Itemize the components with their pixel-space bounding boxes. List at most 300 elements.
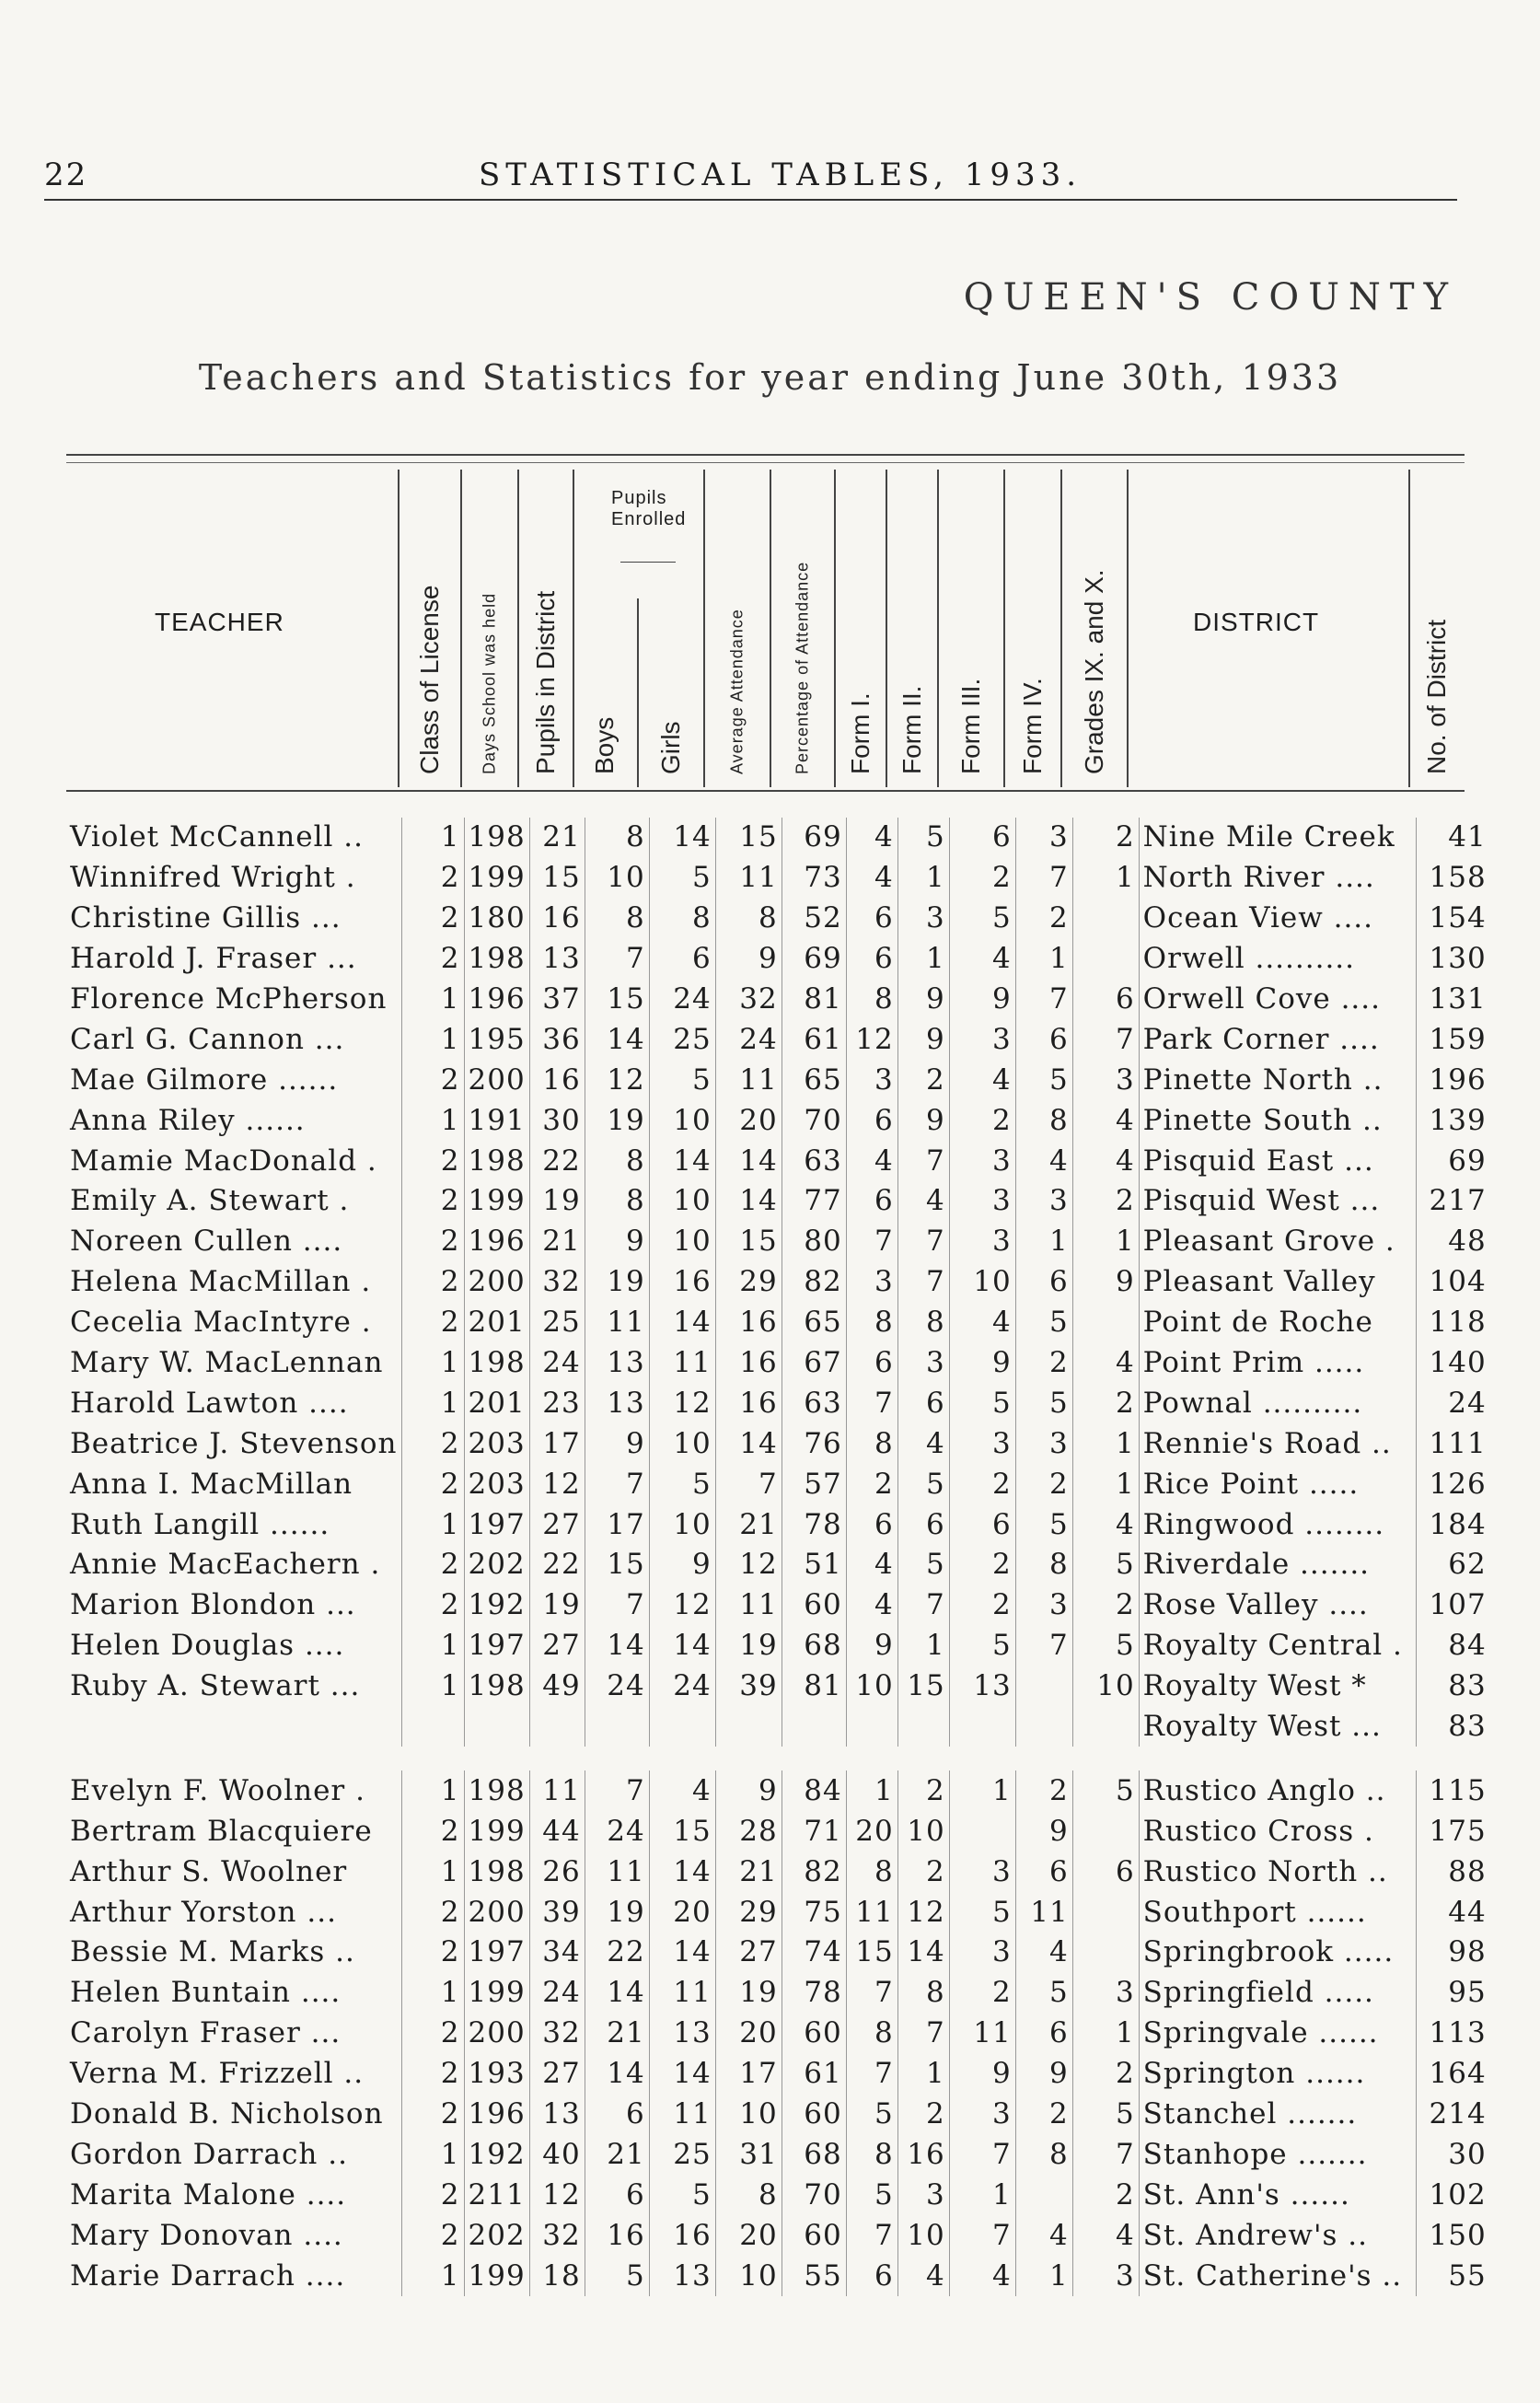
- cell-girls: 12: [649, 1585, 715, 1626]
- cell-pct: 52: [782, 899, 846, 939]
- table-row: [66, 1933, 1490, 1973]
- cell-days: 200: [464, 1060, 529, 1100]
- cell-days: 199: [464, 1811, 529, 1852]
- cell-f2: 7: [897, 2014, 949, 2054]
- header-avg: Average Attendance: [727, 609, 747, 774]
- cell-girls: 24: [649, 1666, 715, 1707]
- cell-girls: 14: [649, 1141, 715, 1181]
- cell-girls: 24: [649, 980, 715, 1020]
- cell-f2: 10: [897, 2215, 949, 2256]
- cell-boys: 8: [585, 899, 649, 939]
- cell-pct: 61: [782, 1019, 846, 1060]
- cell-boys: 10: [585, 858, 649, 899]
- header-f3: Form III.: [956, 678, 985, 774]
- cell-f3: 1: [949, 2175, 1015, 2215]
- cell-boys: 21: [585, 2014, 649, 2054]
- cell-days: 198: [464, 1141, 529, 1181]
- cell-girls: 5: [649, 1464, 715, 1504]
- cell-f2: 5: [897, 818, 949, 858]
- cell-boys: 7: [585, 1585, 649, 1626]
- cell-f4: 11: [1015, 1892, 1072, 1933]
- cell-teacher: Noreen Cullen ....: [70, 1225, 343, 1259]
- cell-f3: 9: [949, 980, 1015, 1020]
- cell-pid: 12: [529, 1464, 585, 1504]
- cell-pct: 84: [782, 1770, 846, 1811]
- cell-boys: 7: [585, 1770, 649, 1811]
- cell-cls: 1: [401, 1504, 464, 1545]
- cell-district: Pisquid East ...: [1139, 1141, 1416, 1181]
- cell-no: 83: [1416, 1666, 1490, 1707]
- cell-f2: 10: [897, 1811, 949, 1852]
- cell-no: 115: [1416, 1770, 1490, 1811]
- cell-gr: 4: [1072, 1141, 1139, 1181]
- cell-pct: 51: [782, 1545, 846, 1585]
- cell-days: 192: [464, 1585, 529, 1626]
- cell-days: 199: [464, 2256, 529, 2296]
- cell-no: 41: [1416, 818, 1490, 858]
- header-f2-cell: [886, 470, 937, 787]
- table-row: [66, 2014, 1490, 2054]
- cell-days: 199: [464, 1973, 529, 2014]
- page-number: 22: [44, 157, 88, 193]
- cell-district: Pinette North ..: [1139, 1060, 1416, 1100]
- cell-gr: 1: [1072, 2014, 1139, 2054]
- cell-girls: 16: [649, 2215, 715, 2256]
- cell-f3: 3: [949, 2095, 1015, 2135]
- cell-district: Stanhope .......: [1139, 2135, 1416, 2176]
- cell-district: Rose Valley ....: [1139, 1585, 1416, 1626]
- cell-gr: 7: [1072, 2135, 1139, 2176]
- cell-days: 202: [464, 1545, 529, 1585]
- cell-avg: 21: [715, 1852, 782, 1892]
- cell-boys: 17: [585, 1504, 649, 1545]
- cell-cls: 2: [401, 1585, 464, 1626]
- cell-pid: 27: [529, 1626, 585, 1666]
- cell-boys: 9: [585, 1423, 649, 1464]
- cell-avg: 31: [715, 2135, 782, 2176]
- table-row: [66, 1464, 1490, 1504]
- cell-days: 180: [464, 899, 529, 939]
- cell-boys: 7: [585, 939, 649, 980]
- cell-girls: 5: [649, 1060, 715, 1100]
- cell-gr: 1: [1072, 1464, 1139, 1504]
- cell-f1: 12: [846, 1019, 897, 1060]
- cell-district: Rustico North ..: [1139, 1852, 1416, 1892]
- cell-gr: 5: [1072, 1770, 1139, 1811]
- table-row: [66, 1707, 1490, 1747]
- cell-f1: 6: [846, 1181, 897, 1222]
- table-row: [66, 1141, 1490, 1181]
- cell-cls: 1: [401, 1343, 464, 1384]
- cell-f4: 1: [1015, 939, 1072, 980]
- cell-district: Pisquid West ...: [1139, 1181, 1416, 1222]
- cell-girls: 20: [649, 1892, 715, 1933]
- cell-pct: 60: [782, 1585, 846, 1626]
- cell-boys: 13: [585, 1383, 649, 1423]
- cell-teacher: Harold Lawton ....: [70, 1386, 349, 1420]
- cell-f2: 9: [897, 980, 949, 1020]
- cell-days: 200: [464, 1262, 529, 1303]
- cell-pid: 32: [529, 1262, 585, 1303]
- cell-girls: 10: [649, 1222, 715, 1262]
- cell-pct: 80: [782, 1222, 846, 1262]
- cell-cls: 2: [401, 899, 464, 939]
- cell-district: Point Prim .....: [1139, 1343, 1416, 1384]
- cell-f4: 3: [1015, 1585, 1072, 1626]
- cell-days: 196: [464, 2095, 529, 2135]
- cell-teacher: Verna M. Frizzell ..: [70, 2057, 365, 2091]
- cell-girls: 16: [649, 1262, 715, 1303]
- cell-pct: 57: [782, 1464, 846, 1504]
- cell-f2: 6: [897, 1383, 949, 1423]
- cell-no: 111: [1416, 1423, 1490, 1464]
- cell-pct: 61: [782, 2054, 846, 2095]
- cell-pid: 18: [529, 2256, 585, 2296]
- cell-avg: 14: [715, 1423, 782, 1464]
- cell-f1: 2: [846, 1464, 897, 1504]
- cell-pid: 21: [529, 1222, 585, 1262]
- cell-cls: 2: [401, 2215, 464, 2256]
- cell-no: 126: [1416, 1464, 1490, 1504]
- cell-gr: 3: [1072, 1060, 1139, 1100]
- cell-avg: 39: [715, 1666, 782, 1707]
- cell-boys: 8: [585, 818, 649, 858]
- cell-f1: 4: [846, 1585, 897, 1626]
- cell-pid: 21: [529, 818, 585, 858]
- cell-f2: 2: [897, 2095, 949, 2135]
- cell-teacher: Helen Buntain ....: [70, 1976, 342, 2010]
- cell-girls: 14: [649, 1626, 715, 1666]
- cell-f2: 7: [897, 1585, 949, 1626]
- county-title: QUEEN'S COUNTY: [963, 276, 1457, 319]
- cell-no: 102: [1416, 2175, 1490, 2215]
- header-enrolled: Pupils Enrolled: [611, 488, 687, 529]
- cell-pid: 22: [529, 1141, 585, 1181]
- cell-f2: 4: [897, 1181, 949, 1222]
- cell-pct: 69: [782, 939, 846, 980]
- cell-f4: 5: [1015, 1973, 1072, 2014]
- cell-avg: 10: [715, 2095, 782, 2135]
- cell-f3: 4: [949, 1060, 1015, 1100]
- cell-gr: [1072, 1811, 1139, 1852]
- cell-cls: 2: [401, 939, 464, 980]
- cell-avg: 16: [715, 1343, 782, 1384]
- cell-teacher: Harold J. Fraser ...: [70, 942, 357, 976]
- cell-f3: 2: [949, 1545, 1015, 1585]
- cell-boys: 19: [585, 1892, 649, 1933]
- cell-f2: 3: [897, 899, 949, 939]
- cell-gr: 2: [1072, 2175, 1139, 2215]
- cell-f2: 12: [897, 1892, 949, 1933]
- cell-cls: 2: [401, 1060, 464, 1100]
- cell-pct: 82: [782, 1262, 846, 1303]
- cell-gr: [1072, 1933, 1139, 1973]
- table-top-rule-2: [66, 462, 1465, 463]
- cell-boys: 11: [585, 1303, 649, 1343]
- cell-no: 175: [1416, 1811, 1490, 1852]
- header-class: Class of License: [415, 585, 444, 774]
- cell-no: 159: [1416, 1019, 1490, 1060]
- table-row: [66, 2054, 1490, 2095]
- cell-no: 113: [1416, 2014, 1490, 2054]
- cell-f1: 20: [846, 1811, 897, 1852]
- cell-no: 84: [1416, 1626, 1490, 1666]
- cell-f2: 3: [897, 2175, 949, 2215]
- cell-boys: 14: [585, 1019, 649, 1060]
- cell-boys: 14: [585, 2054, 649, 2095]
- cell-pct: 76: [782, 1423, 846, 1464]
- cell-f4: 2: [1015, 1343, 1072, 1384]
- cell-f2: 7: [897, 1222, 949, 1262]
- cell-boys: 24: [585, 1811, 649, 1852]
- cell-cls: 2: [401, 1303, 464, 1343]
- cell-days: 191: [464, 1100, 529, 1141]
- cell-teacher: Mae Gilmore ......: [70, 1062, 339, 1097]
- cell-f3: 3: [949, 1181, 1015, 1222]
- cell-teacher: Bertram Blacquiere: [70, 1814, 373, 1848]
- cell-cls: 2: [401, 1141, 464, 1181]
- cell-boys: 11: [585, 1852, 649, 1892]
- cell-pid: 23: [529, 1383, 585, 1423]
- cell-gr: 5: [1072, 1545, 1139, 1585]
- table-row: [66, 1019, 1490, 1060]
- table-row: [66, 2135, 1490, 2176]
- cell-gr: [1072, 1707, 1139, 1747]
- cell-cls: 2: [401, 2054, 464, 2095]
- cell-no: 48: [1416, 1222, 1490, 1262]
- cell-avg: 9: [715, 1770, 782, 1811]
- cell-gr: 2: [1072, 818, 1139, 858]
- cell-teacher: Carl G. Cannon ...: [70, 1022, 345, 1056]
- cell-f4: 2: [1015, 2095, 1072, 2135]
- header-pupils-district-cell: [517, 470, 573, 787]
- cell-teacher: Carolyn Fraser ...: [70, 2016, 342, 2050]
- cell-pid: 13: [529, 2095, 585, 2135]
- cell-no: 131: [1416, 980, 1490, 1020]
- cell-district: Rustico Cross .: [1139, 1811, 1416, 1852]
- cell-pid: 26: [529, 1852, 585, 1892]
- cell-girls: 14: [649, 2054, 715, 2095]
- header-pct-cell: [770, 470, 834, 787]
- cell-teacher: Helena MacMillan .: [70, 1265, 372, 1299]
- cell-pid: 32: [529, 2014, 585, 2054]
- cell-teacher: Annie MacEachern .: [70, 1548, 381, 1582]
- cell-f3: 3: [949, 1852, 1015, 1892]
- cell-teacher: Florence McPherson: [70, 982, 388, 1016]
- cell-f4: 2: [1015, 899, 1072, 939]
- cell-f1: 4: [846, 858, 897, 899]
- cell-avg: 20: [715, 2014, 782, 2054]
- cell-f1: 8: [846, 2135, 897, 2176]
- cell-avg: 8: [715, 899, 782, 939]
- cell-cls: 2: [401, 2095, 464, 2135]
- cell-f2: 2: [897, 1852, 949, 1892]
- cell-f2: 5: [897, 1464, 949, 1504]
- cell-cls: 1: [401, 818, 464, 858]
- cell-no: 154: [1416, 899, 1490, 939]
- cell-f1: 6: [846, 2256, 897, 2296]
- cell-girls: 14: [649, 1852, 715, 1892]
- cell-district: Springfield .....: [1139, 1973, 1416, 2014]
- cell-f3: 5: [949, 1892, 1015, 1933]
- cell-teacher: Ruby A. Stewart ...: [70, 1669, 361, 1703]
- cell-cls: 1: [401, 1383, 464, 1423]
- cell-avg: 21: [715, 1504, 782, 1545]
- cell-district: Orwell Cove ....: [1139, 980, 1416, 1020]
- cell-teacher: Mamie MacDonald .: [70, 1143, 377, 1178]
- cell-avg: 7: [715, 1464, 782, 1504]
- header-days-cell: [460, 470, 517, 787]
- cell-boys: 13: [585, 1343, 649, 1384]
- cell-gr: 3: [1072, 1973, 1139, 2014]
- cell-girls: 14: [649, 1303, 715, 1343]
- cell-gr: 2: [1072, 1585, 1139, 1626]
- cell-days: 197: [464, 1504, 529, 1545]
- cell-boys: 12: [585, 1060, 649, 1100]
- cell-f4: 7: [1015, 980, 1072, 1020]
- cell-f3: 7: [949, 2135, 1015, 2176]
- cell-f1: 6: [846, 939, 897, 980]
- cell-cls: 1: [401, 1852, 464, 1892]
- cell-f4: 7: [1015, 1626, 1072, 1666]
- cell-f2: [897, 1707, 949, 1747]
- cell-no: 196: [1416, 1060, 1490, 1100]
- table-row: [66, 939, 1490, 980]
- cell-boys: 21: [585, 2135, 649, 2176]
- cell-girls: 9: [649, 1545, 715, 1585]
- table-row: [66, 1303, 1490, 1343]
- row-gap: [66, 1747, 1490, 1770]
- cell-teacher: Mary Donovan ....: [70, 2218, 343, 2252]
- cell-pid: 15: [529, 858, 585, 899]
- cell-f1: 6: [846, 899, 897, 939]
- cell-pid: 11: [529, 1770, 585, 1811]
- cell-days: 198: [464, 1343, 529, 1384]
- cell-f1: 8: [846, 980, 897, 1020]
- cell-days: 192: [464, 2135, 529, 2176]
- cell-girls: 15: [649, 1811, 715, 1852]
- cell-f2: 8: [897, 1303, 949, 1343]
- table-row: [66, 980, 1490, 1020]
- header-f1: Form I.: [846, 692, 874, 774]
- cell-f1: 4: [846, 1545, 897, 1585]
- cell-f2: 3: [897, 1343, 949, 1384]
- cell-no: 107: [1416, 1585, 1490, 1626]
- cell-pid: 17: [529, 1423, 585, 1464]
- cell-f3: 4: [949, 939, 1015, 980]
- cell-district: Riverdale .......: [1139, 1545, 1416, 1585]
- cell-avg: 29: [715, 1262, 782, 1303]
- cell-days: 211: [464, 2175, 529, 2215]
- cell-days: 198: [464, 1852, 529, 1892]
- cell-gr: 1: [1072, 1222, 1139, 1262]
- cell-pct: 69: [782, 818, 846, 858]
- cell-days: 195: [464, 1019, 529, 1060]
- table-subtitle: Teachers and Statistics for year ending June 30th, 1933: [198, 357, 1342, 398]
- cell-days: 201: [464, 1383, 529, 1423]
- cell-f3: 3: [949, 1222, 1015, 1262]
- cell-pid: 22: [529, 1545, 585, 1585]
- cell-teacher: Winnifred Wright .: [70, 861, 356, 895]
- cell-days: 196: [464, 980, 529, 1020]
- table-row: [66, 1383, 1490, 1423]
- cell-pid: 44: [529, 1811, 585, 1852]
- cell-girls: [649, 1707, 715, 1747]
- cell-pct: 74: [782, 1933, 846, 1973]
- cell-days: 200: [464, 2014, 529, 2054]
- cell-district: Royalty Central .: [1139, 1626, 1416, 1666]
- cell-pid: 32: [529, 2215, 585, 2256]
- table-row: [66, 1892, 1490, 1933]
- cell-district: Orwell ..........: [1139, 939, 1416, 980]
- cell-no: 95: [1416, 1973, 1490, 2014]
- cell-no: 24: [1416, 1383, 1490, 1423]
- table-row: [66, 899, 1490, 939]
- cell-girls: 10: [649, 1423, 715, 1464]
- cell-boys: 15: [585, 980, 649, 1020]
- cell-district: North River ....: [1139, 858, 1416, 899]
- cell-teacher: Anna I. MacMillan: [70, 1467, 353, 1501]
- cell-f2: 4: [897, 1423, 949, 1464]
- cell-girls: 5: [649, 2175, 715, 2215]
- cell-f1: 8: [846, 1852, 897, 1892]
- cell-cls: 2: [401, 1545, 464, 1585]
- head-rule: [44, 199, 1457, 201]
- cell-gr: 1: [1072, 1423, 1139, 1464]
- cell-boys: 5: [585, 2256, 649, 2296]
- cell-no: 140: [1416, 1343, 1490, 1384]
- cell-cls: 2: [401, 1464, 464, 1504]
- cell-f2: 4: [897, 2256, 949, 2296]
- cell-teacher: Mary W. MacLennan: [70, 1346, 384, 1380]
- cell-f1: 1: [846, 1770, 897, 1811]
- cell-f4: 5: [1015, 1303, 1072, 1343]
- cell-district: Ringwood ........: [1139, 1504, 1416, 1545]
- cell-gr: 3: [1072, 2256, 1139, 2296]
- cell-gr: 7: [1072, 1019, 1139, 1060]
- cell-f3: [949, 1707, 1015, 1747]
- cell-pid: 16: [529, 1060, 585, 1100]
- cell-girls: 10: [649, 1100, 715, 1141]
- cell-f2: 15: [897, 1666, 949, 1707]
- cell-district: Southport ......: [1139, 1892, 1416, 1933]
- cell-f2: 5: [897, 1545, 949, 1585]
- cell-f3: 3: [949, 1019, 1015, 1060]
- cell-gr: 6: [1072, 1852, 1139, 1892]
- cell-cls: 2: [401, 1811, 464, 1852]
- cell-f4: 8: [1015, 2135, 1072, 2176]
- cell-f2: 16: [897, 2135, 949, 2176]
- cell-gr: [1072, 1892, 1139, 1933]
- header-pct: Percentage of Attendance: [793, 561, 812, 774]
- cell-f2: 1: [897, 939, 949, 980]
- cell-no: 55: [1416, 2256, 1490, 2296]
- cell-f1: 6: [846, 1343, 897, 1384]
- cell-avg: 17: [715, 2054, 782, 2095]
- cell-gr: 4: [1072, 1504, 1139, 1545]
- cell-cls: 1: [401, 1100, 464, 1141]
- header-district-cell: [1127, 470, 1408, 787]
- cell-boys: [585, 1707, 649, 1747]
- cell-avg: 16: [715, 1303, 782, 1343]
- cell-avg: 8: [715, 2175, 782, 2215]
- header-grades: Grades IX. and X.: [1080, 569, 1108, 774]
- cell-gr: 1: [1072, 858, 1139, 899]
- cell-teacher: Christine Gillis ...: [70, 901, 342, 935]
- cell-pct: 63: [782, 1383, 846, 1423]
- cell-avg: 12: [715, 1545, 782, 1585]
- cell-cls: 1: [401, 2256, 464, 2296]
